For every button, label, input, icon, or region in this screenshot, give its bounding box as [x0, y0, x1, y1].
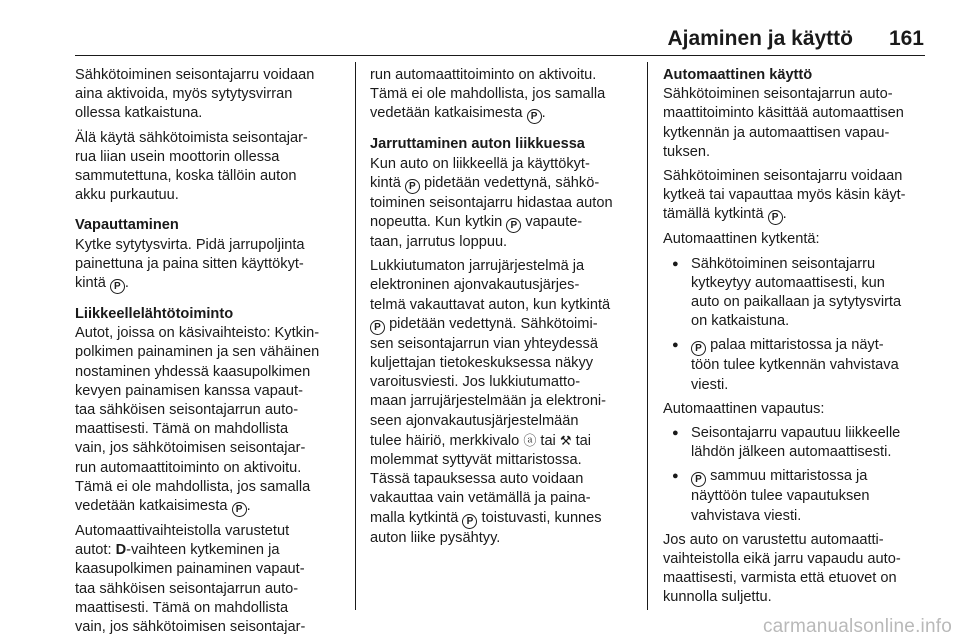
list-item: ● P palaa mittaristossa ja näyt- töön tulee kytkennän vahvistava viesti. [663, 336, 943, 394]
paragraph: Älä käytä sähkötoimista seisontajar- rua liian usein moottorin ollessa sammutettuna, koska tällöin auton akku purkautuu. [75, 129, 308, 204]
paragraph: Sähkötoiminen seisontajarru voidaan kytkeä tai vapauttaa myös käsin käyt- tämällä kytkintä P . [663, 168, 906, 224]
header-rule [75, 55, 925, 56]
column-divider-2 [647, 62, 648, 610]
parking-brake-icon: P [462, 514, 477, 529]
chapter-title: Ajaminen ja käyttö [667, 27, 853, 50]
column-1 [75, 66, 347, 642]
column-divider-1 [355, 62, 356, 610]
paragraph: Kytke sytytysvirta. Pidä jarrupoljinta painettuna ja paina sitten käyttökyt- kintä P . [75, 236, 305, 293]
parking-brake-icon: P [405, 179, 420, 194]
service-wrench-icon: ⚒ [559, 432, 572, 448]
paragraph: Automaattinen kytkentä: [663, 231, 820, 248]
parking-brake-icon: P [370, 320, 385, 335]
paragraph: run automaattitoiminto on aktivoitu. Tämä ei ole mahdollista, jos samalla vedetään katkaisimesta P . [370, 67, 606, 123]
parking-brake-icon: P [691, 341, 706, 356]
paragraph: Jos auto on varustettu automaatti- vaihteistolla eikä jarru vapaudu auto- maattisesti, varmista että etuovet on kunnolla suljettu. [663, 531, 901, 606]
parking-brake-icon: P [768, 210, 783, 225]
bullet-list [663, 255, 943, 395]
bullet-list [663, 424, 943, 526]
page-number: 161 [888, 27, 924, 50]
watermark: carmanualsonline.info [762, 616, 952, 637]
paragraph: Sähkötoiminen seisontajarru voidaan aina aktivoida, myös sytytysvirran ollessa katkaistuna. [75, 67, 315, 122]
paragraph: Lukkiutumaton jarrujärjestelmä ja elektroninen ajonvakautusjärjes- telmä vakauttavat auton, kun kytkintä P pidetään vedettynä. Sähkötoimi- sen seisontajarrun vian yhteydessä kuljettajan tietokeskuksessa näkyy varoitusviesti. Jos lukkiutumatto- maan jarrujärjestelmään ja elektroni- seen ajonvakautusjärjestelmään tulee häiriö, merkkivalo ⓐ tai ⚒ tai molemmat syttyvät mittaristossa. Tässä tapauksessa auto voidaan vakauttaa vain vetämällä ja paina- malla kytkintä P toistuvasti, kunnes auton liike pysähtyy. [370, 258, 611, 546]
column-3 [663, 66, 943, 613]
parking-brake-icon: P [691, 472, 706, 487]
parking-brake-icon: P [110, 279, 125, 294]
list-item: ● Seisontajarru vapautuu liikkeelle lähdön jälkeen automaattisesti. [663, 424, 943, 462]
paragraph: Sähkötoiminen seisontajarrun auto- maattitoiminto käsittää automaattisen kytkennän ja automaattisen vapau- tuksen. [663, 86, 904, 160]
heading-automatic: Automaattinen käyttö [663, 67, 813, 83]
list-item: ● Sähkötoiminen seisontajarru kytkeytyy automaattisesti, kun auto on paikallaan ja sytytysvirta on katkaistuna. [663, 255, 943, 332]
heading-braking: Jarruttaminen auton liikkuessa [370, 136, 585, 153]
paragraph: Automaattivaihteistolla varustetut autot: D-vaihteen kytkeminen ja kaasupolkimen painaminen vapaut- taa sähköisen seisontajarrun auto- maattisesti. Tämä on mahdollista vain, jos sähkötoimisen seisontajar- [75, 523, 306, 636]
abs-warning-icon: ⓐ [523, 432, 537, 448]
list-item: ● P sammuu mittaristossa ja näyttöön tulee vapautuksen vahvistava viesti. [663, 467, 943, 525]
heading-release: Vapauttaminen [75, 217, 179, 234]
heading-drive-away: Liikkeellelähtötoiminto [75, 306, 234, 323]
parking-brake-icon: P [506, 218, 521, 233]
parking-brake-icon: P [232, 502, 247, 517]
page-header [0, 0, 960, 56]
paragraph: Autot, joissa on käsivaihteisto: Kytkin- polkimen painaminen ja sen vähäinen nostaminen yhdessä kaasupolkimen kevyen painamisen kanssa vapaut- taa sähköisen seisontajarrun auto- maattisesti. Tämä on mahdollista vain, jos sähkötoimisen seisontajar- run automaattitoiminto on aktivoitu. Tämä ei ole mahdollista, jos samalla vedetään katkaisimesta P . [75, 325, 320, 516]
paragraph: Automaattinen vapautus: [663, 400, 825, 417]
paragraph: Kun auto on liikkeellä ja käyttökyt- kintä P pidetään vedettynä, sähkö- toiminen seisontajarru hidastaa auton nopeutta. Kun kytkin P vapaute- taan, jarrutus loppuu. [370, 155, 613, 251]
column-2 [370, 66, 642, 553]
parking-brake-icon: P [527, 109, 542, 124]
